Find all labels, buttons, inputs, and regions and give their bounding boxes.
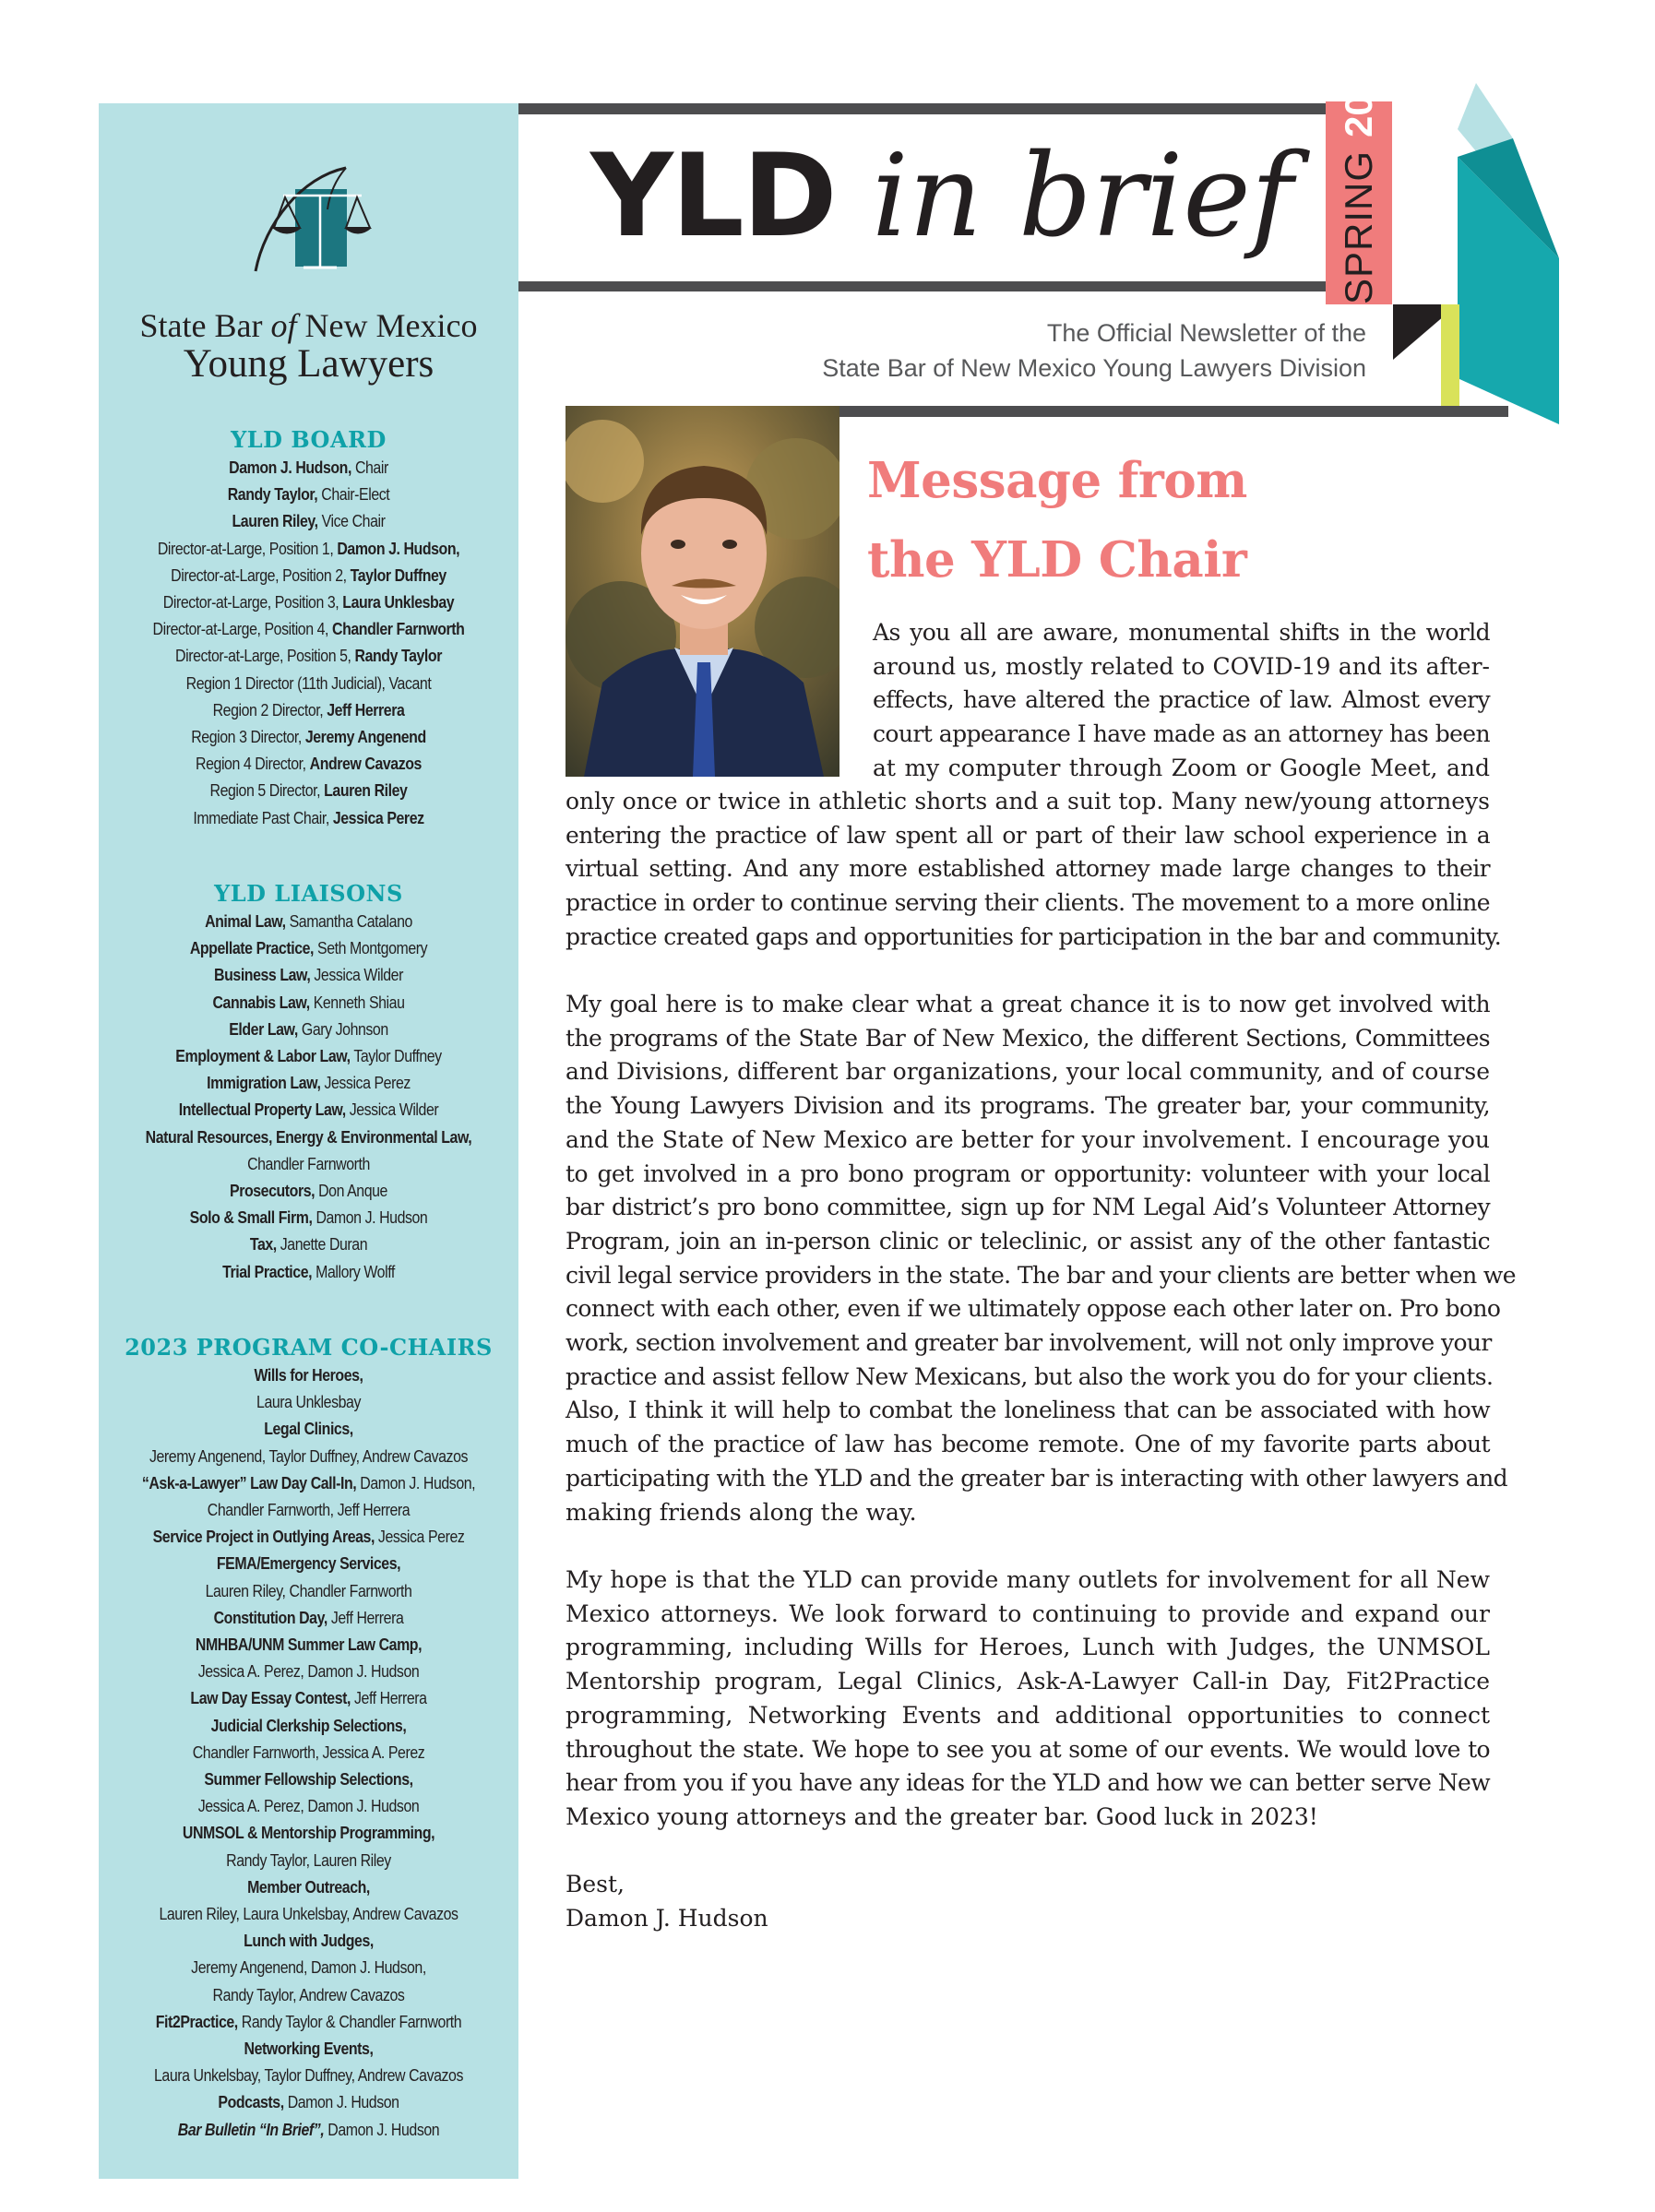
entry-names: Jessica Wilder [345, 1100, 439, 1120]
entry-names: Damon J. Hudson [312, 1207, 428, 1228]
sidebar-entry [128, 961, 489, 988]
text-line: at my computer through Zoom or Google Meet, and [873, 754, 1490, 781]
entry-title: Chandler Farnworth [332, 619, 465, 639]
org-name-line1 [99, 306, 518, 345]
entry-title: Fit2Practice, [155, 2011, 238, 2031]
sidebar-entry [128, 1415, 489, 1442]
text-line: and Divisions, different bar organizations, your local community, and of course [566, 1058, 1490, 1086]
entry-names: Taylor Duffney [350, 1046, 442, 1066]
sidebar-entry [128, 1096, 489, 1123]
sidebar-entry [128, 723, 489, 750]
liaisons-heading: YLD LIAISONS [214, 880, 403, 907]
subtitle-line2: State Bar of New Mexico Young Lawyers Division [822, 354, 1366, 382]
entry-names: Region 5 Director, [209, 780, 325, 801]
entry-title: Service Project in Outlying Areas, [152, 1527, 375, 1547]
entry-names: Chair-Elect [317, 484, 390, 505]
entry-names: Jeff Herrera [351, 1688, 427, 1708]
entry-title: Constitution Day, [213, 1607, 327, 1627]
entry-names: Janette Duran [276, 1234, 368, 1255]
text-line: connect with each other, even if we ultimately oppose each other later on. Pro bono [566, 1295, 1501, 1323]
sidebar-entry [128, 1981, 489, 2008]
text-line: the programs of the State Bar of New Mexico, the different Sections, Committees [566, 1024, 1490, 1052]
text-line: hear from you if you have any ideas for the YLD and how we can better serve New [566, 1769, 1490, 1797]
entry-names: Region 4 Director, [196, 754, 310, 774]
sidebar-entry [128, 1631, 489, 1658]
board-list [99, 454, 518, 831]
sidebar-entry [128, 2116, 489, 2143]
paragraph-3 [566, 1564, 1490, 1835]
entry-title: Networking Events, [244, 2039, 374, 2059]
entry-names: Director-at-Large, Position 5, [175, 646, 355, 666]
sidebar-entry [128, 1496, 489, 1523]
sidebar-entry [128, 481, 489, 507]
entry-title: Intellectual Property Law, [178, 1100, 346, 1120]
entry-names: Jeremy Angenend, Taylor Duffney, Andrew Cavazos [149, 1445, 469, 1466]
entry-names: Laura Unkelsbay, Taylor Duffney, Andrew Cavazos [153, 2065, 463, 2086]
entry-names: Damon J. Hudson [283, 2092, 399, 2112]
paragraph-1-wide [566, 785, 1502, 955]
sidebar-entry [128, 1819, 489, 1846]
sidebar-entry [128, 1684, 489, 1711]
sidebar-entry [128, 1042, 489, 1069]
para2-lines [566, 988, 1516, 1529]
entry-names: Lauren Riley, Chandler Farnworth [205, 1580, 412, 1600]
sidebar-entry [128, 1792, 489, 1819]
org-name-of: of [270, 307, 297, 344]
text-line: court appearance I have made as an attorney has been [873, 720, 1490, 748]
cochairs-section [99, 1334, 518, 2143]
sidebar-entry [128, 1231, 489, 1257]
sidebar-entry [128, 589, 489, 615]
text-line: around us, mostly related to COVID-19 and its after- [873, 652, 1490, 680]
text-line: practice created gaps and opportunities for participation in the bar and community. [566, 922, 1502, 950]
entry-title: FEMA/Emergency Services, [216, 1553, 401, 1574]
entry-names: Jessica A. Perez, Damon J. Hudson [197, 1796, 420, 1816]
sidebar-entry [128, 1604, 489, 1631]
entry-names: Samantha Catalano [285, 911, 412, 931]
entry-names: Mallory Wolff [312, 1261, 395, 1281]
text-line: participating with the YLD and the greater bar is interacting with other lawyers and [566, 1464, 1508, 1492]
text-line: Mexico attorneys. We look forward to continuing to provide and expand our [566, 1600, 1490, 1627]
entry-names: Jessica Wilder [310, 965, 403, 985]
entry-names: Don Anque [315, 1181, 387, 1201]
sidebar-entry [128, 1069, 489, 1096]
text-line: practice and assist fellow New Mexicans, but also the work you do for your clients. [566, 1362, 1494, 1390]
entry-title: Randy Taylor, [227, 484, 318, 505]
sidebar-entry [128, 934, 489, 961]
entry-title: Immigration Law, [207, 1073, 321, 1093]
para1-wide-lines [566, 785, 1502, 955]
sidebar-entry [128, 1577, 489, 1604]
text-line: much of the practice of law has become remote. One of my favorite parts about [566, 1431, 1490, 1458]
text-line: civil legal service providers in the state. The bar and your clients are better when we [566, 1261, 1516, 1289]
entry-title: Employment & Labor Law, [175, 1046, 351, 1066]
title-in-brief: in brief [872, 130, 1293, 263]
text-line: bar district’s pro bono committee, sign up for NM Legal Aid’s Volunteer Attorney [566, 1194, 1490, 1221]
text-line: effects, have altered the practice of law. Almost every [873, 686, 1490, 714]
article-heading-line2: the YLD Chair [867, 531, 1247, 589]
scales-of-justice-logo [228, 159, 394, 288]
sidebar-entry [128, 989, 489, 1016]
sidebar-entry [128, 615, 489, 642]
sidebar-entry [128, 1523, 489, 1550]
entry-names: Lauren Riley, Laura Unkelsbay, Andrew Cavazos [159, 1904, 458, 1924]
text-line: My goal here is to make clear what a great chance it is to now get involved with [566, 991, 1490, 1017]
text-line: making friends along the way. [566, 1498, 917, 1526]
entry-names: Chandler Farnworth, Jessica A. Perez [192, 1742, 425, 1762]
article-heading [867, 441, 1513, 600]
entry-title: Lauren Riley, [232, 511, 318, 531]
sidebar-entry [128, 1766, 489, 1792]
text-line: entering the practice of law spent all or part of their law school experience in a [566, 821, 1490, 849]
header-mid-bar [514, 281, 1326, 291]
entry-title: Solo & Small Firm, [189, 1207, 313, 1228]
entry-names: Immediate Past Chair, [193, 807, 333, 827]
board-section [99, 426, 518, 831]
season-name: SPRING [1337, 149, 1380, 304]
entry-title: Podcasts, [218, 2092, 284, 2112]
sidebar-entry [128, 696, 489, 723]
sidebar-entry [128, 777, 489, 803]
subtitle-line1: The Official Newsletter of the [1046, 319, 1366, 347]
paragraph-1-narrow [873, 616, 1490, 786]
signoff-best: Best, [566, 1871, 625, 1897]
entry-title: Member Outreach, [247, 1876, 370, 1897]
entry-names: Director-at-Large, Position 2, [171, 565, 351, 585]
entry-title: Summer Fellowship Selections, [204, 1769, 413, 1790]
entry-names: Jessica Perez [320, 1073, 411, 1093]
season-label [1327, 51, 1391, 304]
liaisons-list [99, 908, 518, 1285]
entry-names: Director-at-Large, Position 3, [162, 592, 343, 612]
sidebar-entry [128, 642, 489, 669]
signoff [566, 1868, 1490, 1935]
entry-title: Damon J. Hudson, [337, 538, 460, 558]
season-year: 2023 [1337, 51, 1380, 137]
entry-names: Jessica A. Perez, Damon J. Hudson [197, 1661, 420, 1682]
entry-names: Jeff Herrera [327, 1607, 404, 1627]
sidebar-entry [128, 1016, 489, 1042]
sidebar-entry [128, 1739, 489, 1766]
entry-names: Damon J. Hudson, [356, 1472, 476, 1493]
entry-names: Director-at-Large, Position 1, [157, 538, 338, 558]
entry-title: UNMSOL & Mentorship Programming, [182, 1823, 435, 1843]
entry-title: Legal Clinics, [264, 1419, 353, 1439]
sidebar-entry [128, 1258, 489, 1285]
entry-names: Seth Montgomery [314, 938, 428, 958]
entry-names: Jessica Perez [374, 1527, 465, 1547]
text-line: Mentorship program, Legal Clinics, Ask-A-Lawyer Call-in Day, Fit2Practice [566, 1668, 1490, 1695]
text-line: As you all are aware, monumental shifts in the world [873, 619, 1490, 646]
entry-title: Wills for Heroes, [254, 1365, 363, 1385]
text-line: and the State of New Mexico are better for your involvement. I encourage you [566, 1125, 1490, 1153]
sidebar [99, 103, 518, 2179]
para3-lines [566, 1564, 1490, 1835]
para1-narrow-lines [873, 616, 1490, 786]
entry-title: Damon J. Hudson, [229, 458, 351, 477]
title-yld: YLD [590, 130, 836, 263]
entry-title: Bar Bulletin “In Brief”, [177, 2119, 325, 2139]
entry-names: Kenneth Shiau [309, 992, 405, 1012]
sidebar-entry [128, 908, 489, 934]
cochairs-heading: 2023 PROGRAM CO-CHAIRS [125, 1334, 493, 1361]
sidebar-entry [128, 2035, 489, 2062]
sidebar-entry [128, 1124, 489, 1150]
entry-title: Laura Unklesbay [342, 592, 455, 612]
entry-title: Prosecutors, [230, 1181, 316, 1201]
entry-title: NMHBA/UNM Summer Law Camp, [195, 1635, 423, 1655]
entry-title: Tax, [249, 1234, 277, 1255]
entry-names: Vice Chair [317, 511, 386, 531]
sidebar-entry [128, 670, 489, 696]
sidebar-entry [128, 2088, 489, 2115]
corner-decoration [1384, 46, 1568, 434]
article-heading-line1: Message from [867, 452, 1247, 509]
entry-title: Lunch with Judges, [244, 1931, 374, 1951]
entry-title: Animal Law, [205, 911, 286, 931]
sidebar-entry [128, 1954, 489, 1980]
sidebar-entry [128, 1847, 489, 1873]
text-line: Mexico young attorneys and the greater bar. Good luck in 2023! [566, 1802, 1318, 1830]
entry-title: Jeremy Angenend [304, 727, 426, 747]
newsletter-title [590, 127, 1292, 266]
entry-title: Elder Law, [229, 1018, 298, 1039]
sidebar-entry [128, 2008, 489, 2035]
entry-title: Cannabis Law, [212, 992, 310, 1012]
entry-names: Gary Johnson [297, 1018, 388, 1039]
text-line: the Young Lawyers Division and its programs. The greater bar, your community, [566, 1092, 1490, 1120]
entry-names: Chandler Farnworth, Jeff Herrera [207, 1500, 411, 1520]
org-name-state-bar: State Bar [139, 307, 263, 344]
entry-names: Randy Taylor, Lauren Riley [226, 1849, 391, 1870]
entry-names: Jeremy Angenend, Damon J. Hudson, [191, 1957, 426, 1978]
entry-title: Jessica Perez [332, 807, 424, 827]
sidebar-entry [128, 1469, 489, 1496]
sidebar-entry [128, 1443, 489, 1469]
sidebar-entry [128, 1658, 489, 1684]
entry-title: “Ask-a-Lawyer” Law Day Call-In, [141, 1472, 357, 1493]
sidebar-entry [128, 1550, 489, 1576]
newsletter-subtitle [720, 315, 1366, 386]
text-line: throughout the state. We hope to see you at some of our events. We would love to [566, 1735, 1490, 1763]
entry-title: Jeff Herrera [327, 699, 405, 719]
text-line: Also, I think it will help to combat the loneliness that can be associated with how [566, 1397, 1490, 1424]
sidebar-entry [128, 1712, 489, 1739]
entry-title: Judicial Clerkship Selections, [210, 1715, 407, 1735]
sidebar-entry [128, 1927, 489, 1954]
liaisons-section [99, 880, 518, 1285]
text-line: programming, Networking Events and additional opportunities to connect [566, 1701, 1490, 1729]
text-line: My hope is that the YLD can provide many outlets for involvement for all New [566, 1566, 1490, 1593]
sidebar-entry [128, 562, 489, 589]
sidebar-entry [128, 1177, 489, 1204]
text-line: virtual setting. And any more established attorney made large changes to their [566, 855, 1490, 883]
author-portrait-photo [566, 406, 839, 777]
entry-names: Chandler Farnworth [247, 1153, 370, 1173]
sidebar-entry [128, 1150, 489, 1177]
entry-names: Region 2 Director, [212, 699, 327, 719]
entry-names: Region 3 Director, [191, 727, 305, 747]
text-line: practice in order to continue serving their clients. The movement to a more online [566, 889, 1490, 917]
entry-title: Natural Resources, Energy & Environmental Law, [145, 1126, 472, 1147]
entry-title: Randy Taylor [354, 646, 442, 666]
org-name-line2: Young Lawyers [183, 342, 435, 386]
entry-title: Law Day Essay Contest, [190, 1688, 351, 1708]
board-heading: YLD BOARD [231, 426, 387, 453]
entry-names: Chair [351, 458, 388, 477]
cochairs-list [99, 1362, 518, 2143]
sidebar-entry [128, 2062, 489, 2088]
text-line: programming, including Wills for Heroes, Lunch with Judges, the UNMSOL [566, 1634, 1490, 1661]
sidebar-entry [128, 535, 489, 562]
entry-names: Randy Taylor, Andrew Cavazos [212, 1984, 405, 2004]
entry-title: Trial Practice, [222, 1261, 313, 1281]
entry-names: Damon J. Hudson [324, 2119, 440, 2139]
text-line: to get involved in a pro bono program or opportunity: volunteer with your local [566, 1160, 1490, 1187]
entry-names: Director-at-Large, Position 4, [152, 619, 333, 639]
entry-names: Laura Unklesbay [256, 1392, 361, 1412]
sidebar-entry [128, 454, 489, 481]
sidebar-entry [128, 804, 489, 831]
entry-title: Taylor Duffney [350, 565, 446, 585]
sidebar-entry [128, 1900, 489, 1927]
entry-title: Andrew Cavazos [309, 754, 422, 774]
text-line: only once or twice in athletic shorts and a suit top. Many new/young attorneys [566, 788, 1490, 815]
signature-name: Damon J. Hudson [566, 1904, 768, 1932]
sidebar-entry [128, 1388, 489, 1415]
text-line: work, section involvement and greater bar involvement, will not only improve your [566, 1329, 1492, 1357]
entry-names: Randy Taylor & Chandler Farnworth [237, 2011, 462, 2031]
entry-title: Lauren Riley [324, 780, 408, 801]
org-name-new-mexico: New Mexico [304, 307, 478, 344]
paragraph-2 [566, 988, 1516, 1529]
sidebar-entry [128, 507, 489, 534]
sidebar-entry [128, 750, 489, 777]
entry-names: Region 1 Director (11th Judicial), Vacant [185, 672, 432, 693]
sidebar-entry [128, 1873, 489, 1900]
sidebar-entry [128, 1204, 489, 1231]
entry-title: Appellate Practice, [189, 938, 315, 958]
entry-title: Business Law, [214, 965, 311, 985]
sidebar-entry [128, 1362, 489, 1388]
text-line: Program, join an in-person clinic or teleclinic, or assist any of the other fantastic [566, 1227, 1490, 1255]
